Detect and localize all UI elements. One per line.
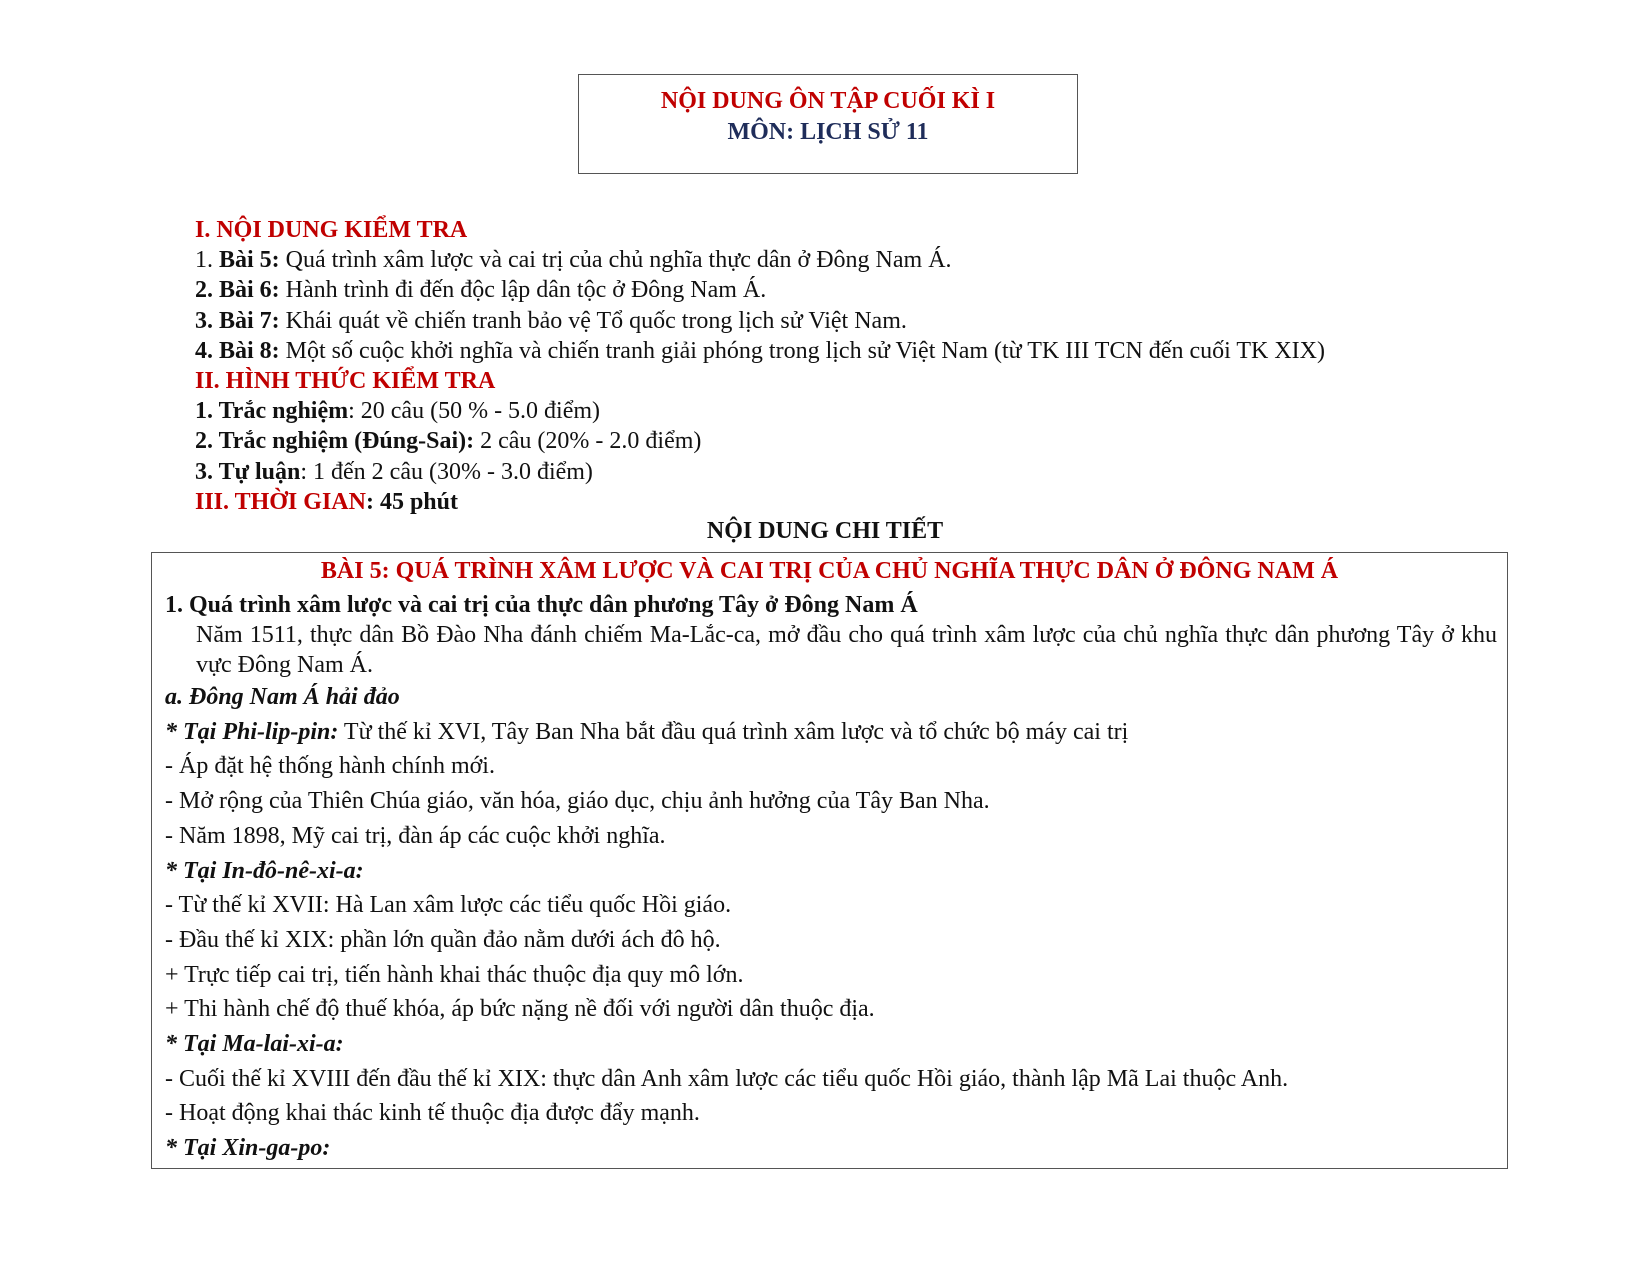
philippines-line xyxy=(165,715,1497,750)
lesson-content xyxy=(152,590,1507,1166)
item-text: Một số cuộc khởi nghĩa và chiến tranh giải phóng trong lịch sử Việt Nam (từ TK III TCN đến cuối TK XIX) xyxy=(279,337,1325,364)
item-num: 3. xyxy=(195,307,219,334)
item-num: 1. xyxy=(195,247,219,274)
section1-item-4 xyxy=(195,336,1495,366)
list-item: - Đầu thế kỉ XIX: phần lớn quần đảo nằm dưới ách đô hộ. xyxy=(165,926,721,953)
lesson-title: BÀI 5: QUÁ TRÌNH XÂM LƯỢC VÀ CAI TRỊ CỦA CHỦ NGHĨA THỰC DÂN Ở ĐÔNG NAM Á xyxy=(320,558,1339,584)
item-text: : 1 đến 2 câu (30% - 3.0 điểm) xyxy=(300,458,593,485)
malaysia-heading: * Tại Ma-lai-xi-a: xyxy=(165,1031,344,1058)
philippines-text: Từ thế kỉ XVI, Tây Ban Nha bắt đầu quá trình xâm lược và tổ chức bộ máy cai trị xyxy=(338,718,1129,745)
item-text: : 20 câu (50 % - 5.0 điểm) xyxy=(348,398,601,425)
item-num: 2. xyxy=(195,277,219,304)
section2-item-3 xyxy=(195,457,1495,487)
item-label: 3. Tự luận xyxy=(195,458,301,485)
list-item: + Trực tiếp cai trị, tiến hành khai thác thuộc địa quy mô lớn. xyxy=(165,961,744,988)
section2-item-2 xyxy=(195,426,1495,456)
singapore-heading: * Tại Xin-ga-po: xyxy=(165,1135,331,1162)
item-text: Hành trình đi đến độc lập dân tộc ở Đông Nam Á. xyxy=(279,277,767,304)
item-num: 4. xyxy=(195,337,219,364)
philippines-heading: * Tại Phi-lip-pin: xyxy=(165,718,339,745)
item-text: 2 câu (20% - 2.0 điểm) xyxy=(474,428,702,455)
section1-item-3 xyxy=(195,306,1495,336)
list-item: - Năm 1898, Mỹ cai trị, đàn áp các cuộc khởi nghĩa. xyxy=(165,822,666,849)
list-item: - Mở rộng của Thiên Chúa giáo, văn hóa, giáo dục, chịu ảnh hưởng của Tây Ban Nha. xyxy=(165,788,990,815)
list-item: - Từ thế kỉ XVII: Hà Lan xâm lược các tiểu quốc Hồi giáo. xyxy=(165,892,732,919)
list-item: - Cuối thế kỉ XVIII đến đầu thế kỉ XIX: thực dân Anh xâm lược các tiểu quốc Hồi giáo, thành lập Mã Lai thuộc Anh. xyxy=(165,1065,1289,1092)
section2-heading: II. HÌNH THỨC KIỂM TRA xyxy=(195,368,496,395)
section1-item-2 xyxy=(195,275,1495,305)
list-item: + Thi hành chế độ thuế khóa, áp bức nặng nề đối với người dân thuộc địa. xyxy=(165,996,875,1023)
time-value: 45 phút xyxy=(373,488,458,515)
page-title: NỘI DUNG ÔN TẬP CUỐI KÌ I xyxy=(660,88,996,114)
item-label: 1. Trắc nghiệm xyxy=(195,398,349,425)
list-item: - Hoạt động khai thác kinh tế thuộc địa được đẩy mạnh. xyxy=(165,1100,700,1127)
item-label: Bài 5: xyxy=(219,247,280,274)
item-label: 2. Trắc nghiệm (Đúng-Sai): xyxy=(195,428,475,455)
section1-heading: I. NỘI DUNG KIỂM TRA xyxy=(195,217,468,243)
section3-heading: III. THỜI GIAN xyxy=(195,488,366,515)
item-label: Bài 6: xyxy=(219,277,280,304)
item-text: Khái quát về chiến tranh bảo vệ Tổ quốc trong lịch sử Việt Nam. xyxy=(279,307,907,334)
indonesia-heading: * Tại In-đô-nê-xi-a: xyxy=(165,857,364,884)
item-text: Quá trình xâm lược và cai trị của chủ nghĩa thực dân ở Đông Nam Á. xyxy=(279,247,952,274)
detail-box xyxy=(151,552,1508,1169)
intro-paragraph: Năm 1511, thực dân Bồ Đào Nha đánh chiếm Ma-Lắc-ca, mở đầu cho quá trình xâm lược của chủ nghĩa thực dân phương Tây ở khu vực Đông Nam Á. xyxy=(196,622,1497,678)
overview-section xyxy=(195,215,1495,517)
section1-item-1 xyxy=(195,245,1495,275)
section3-row xyxy=(195,487,1495,517)
section2-item-1 xyxy=(195,396,1495,426)
list-item: - Áp đặt hệ thống hành chính mới. xyxy=(165,753,495,780)
subsection-a-heading: a. Đông Nam Á hải đảo xyxy=(165,684,400,710)
item-label: Bài 7: xyxy=(219,307,280,334)
item-label: Bài 8: xyxy=(219,337,280,364)
title-box xyxy=(578,74,1078,174)
subsection-heading: 1. Quá trình xâm lược và cai trị của thực dân phương Tây ở Đông Nam Á xyxy=(165,592,918,618)
subject-title: MÔN: LỊCH SỬ 11 xyxy=(727,119,929,145)
detail-title: NỘI DUNG CHI TIẾT xyxy=(706,518,944,544)
section3-colon: : xyxy=(365,488,374,515)
